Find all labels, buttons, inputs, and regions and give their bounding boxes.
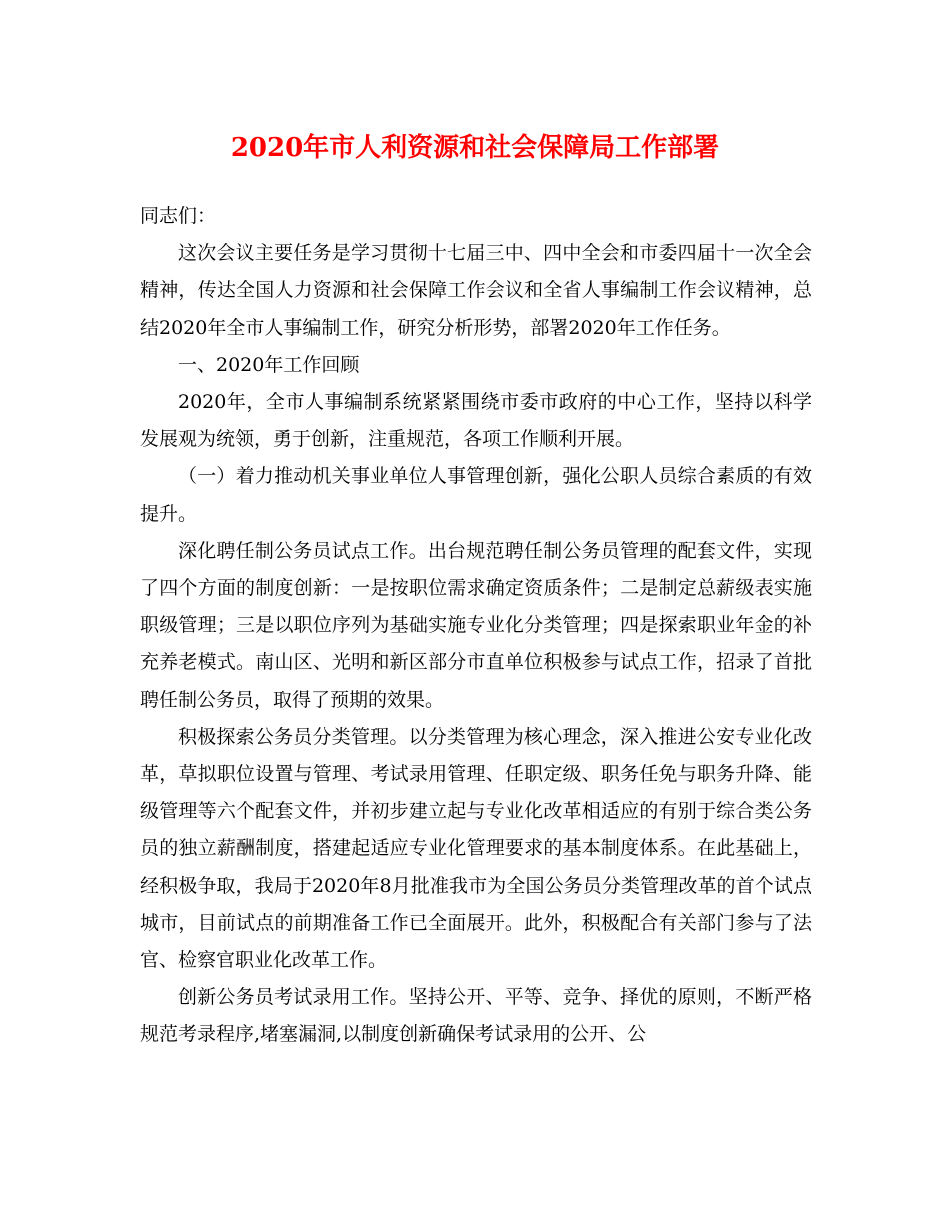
paragraph: 2020年，全市人事编制系统紧紧围绕市委市政府的中心工作，坚持以科学发展观为统领，勇于创新，注重规范，各项工作顺利开展。 [140,391,812,451]
document-title: 2020年市人利资源和社会保障局工作部署 [230,133,720,163]
salutation: 同志们： [140,205,217,227]
paragraph: 创新公务员考试录用工作。坚持公开、平等、竞争、择优的原则，不断严格规范考录程序,堵塞漏洞,以制度创新确保考试录用的公开、公 [140,986,812,1046]
paragraph: 积极探索公务员分类管理。以分类管理为核心理念，深入推进公安专业化改革，草拟职位设置与管理、考试录用管理、任职定级、职务任免与职务升降、能级管理等六个配套文件，并初步建立起与专业化改革相适应的有别于综合类公务员的独立薪酬制度，搭建起适应专业化管理要求的基本制度体系。在此基础上，经积极争取，我局于2020年8月批准我市为全国公务员分类管理改革的首个试点城市，目前试点的前期准备工作已全面展开。此外，积极配合有关部门参与了法官、检察官职业化改革工作。 [140,725,812,972]
subsection-heading: （一）着力推动机关事业单位人事管理创新，强化公职人员综合素质的有效提升。 [140,465,812,525]
paragraph: 这次会议主要任务是学习贯彻十七届三中、四中全会和市委四届十一次全会精神，传达全国人力资源和社会保障工作会议和全省人事编制工作会议精神，总结2020年全市人事编制工作，研究分析形势，部署2020年工作任务。 [140,242,812,339]
document-body [140,198,812,1054]
paragraph: 深化聘任制公务员试点工作。出台规范聘任制公务员管理的配套文件，实现了四个方面的制度创新：一是按职位需求确定资质条件；二是制定总薪级表实施职级管理；三是以职位序列为基础实施专业化分类管理；四是探索职业年金的补充养老模式。南山区、光明和新区部分市直单位积极参与试点工作，招录了首批聘任制公务员，取得了预期的效果。 [140,539,812,711]
section-heading: 一、2020年工作回顾 [178,353,360,376]
